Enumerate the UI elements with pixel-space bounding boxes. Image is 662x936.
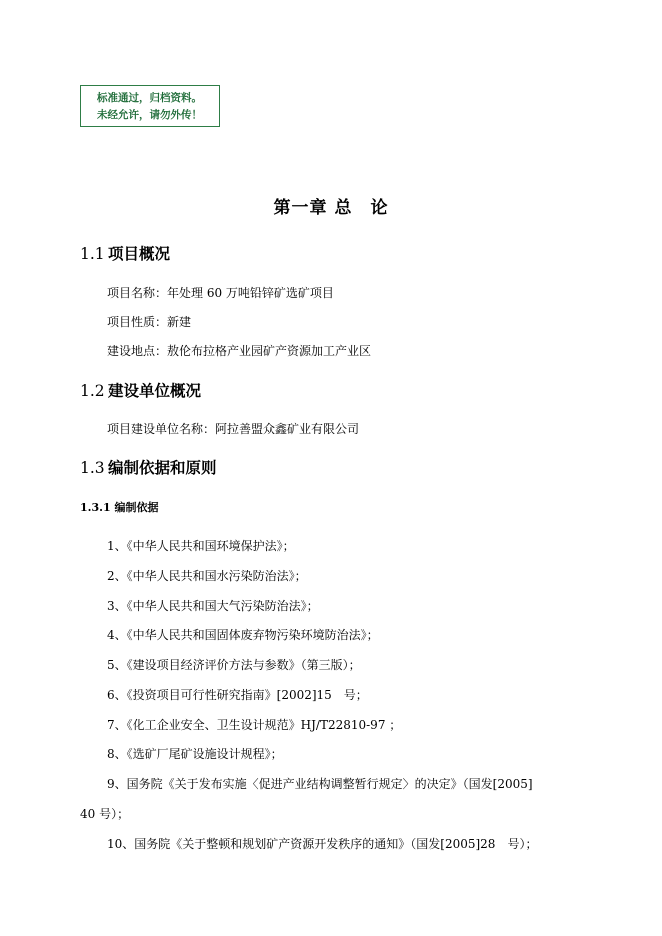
- basis-item: 1、《中华人民共和国环境保护法》；: [107, 539, 295, 553]
- section-number: 1.2: [80, 382, 105, 400]
- stamp-line-2: 未经允许，请勿外传！: [97, 109, 202, 121]
- project-name: 项目名称：年处理 60 万吨铅锌矿选矿项目: [107, 286, 334, 300]
- section-number: 1.3: [80, 459, 105, 477]
- basis-item: 10、国务院《关于整顿和规划矿产资源开发秩序的通知》（国发[2005]28 号）；: [107, 837, 538, 851]
- project-nature: 项目性质：新建: [107, 315, 192, 329]
- section-title: 编制依据和原则: [108, 458, 217, 477]
- basis-item: 2、《中华人民共和国水污染防治法》；: [107, 569, 307, 583]
- basis-item: 9、国务院《关于发布实施〈促进产业结构调整暂行规定〉的决定》（国发[2005]: [107, 777, 533, 791]
- section-heading-1-2: [80, 379, 201, 401]
- project-location: 建设地点：敖伦布拉格产业园矿产资源加工产业区: [107, 344, 372, 358]
- basis-item-continuation: 40 号）；: [80, 807, 130, 821]
- basis-item: 8、《选矿厂尾矿设施设计规程》；: [107, 747, 283, 761]
- section-heading-1-3: [80, 456, 217, 478]
- section-title: 项目概况: [108, 244, 171, 263]
- section-title: 建设单位概况: [108, 381, 202, 400]
- builder-name: 项目建设单位名称：阿拉善盟众鑫矿业有限公司: [107, 422, 360, 436]
- chapter-title: 第一章 总 论: [273, 198, 389, 218]
- basis-item: 6、《投资项目可行性研究指南》[2002]15 号；: [107, 688, 368, 702]
- section-number: 1.1: [80, 245, 105, 263]
- section-heading-1-1: [80, 242, 170, 264]
- basis-item: 3、《中华人民共和国大气污染防治法》；: [107, 599, 319, 613]
- stamp-line-1: 标准通过，归档资料。: [97, 92, 202, 104]
- basis-item: 7、《化工企业安全、卫生设计规范》HJ/T22810-97 ；: [107, 718, 402, 732]
- subsection-heading-1-3-1: 1.3.1 编制依据: [80, 501, 159, 514]
- basis-item: 4、《中华人民共和国固体废弃物污染环境防治法》；: [107, 628, 379, 642]
- approval-stamp: [80, 85, 220, 127]
- basis-item: 5、《建设项目经济评价方法与参数》（第三版）；: [107, 658, 361, 672]
